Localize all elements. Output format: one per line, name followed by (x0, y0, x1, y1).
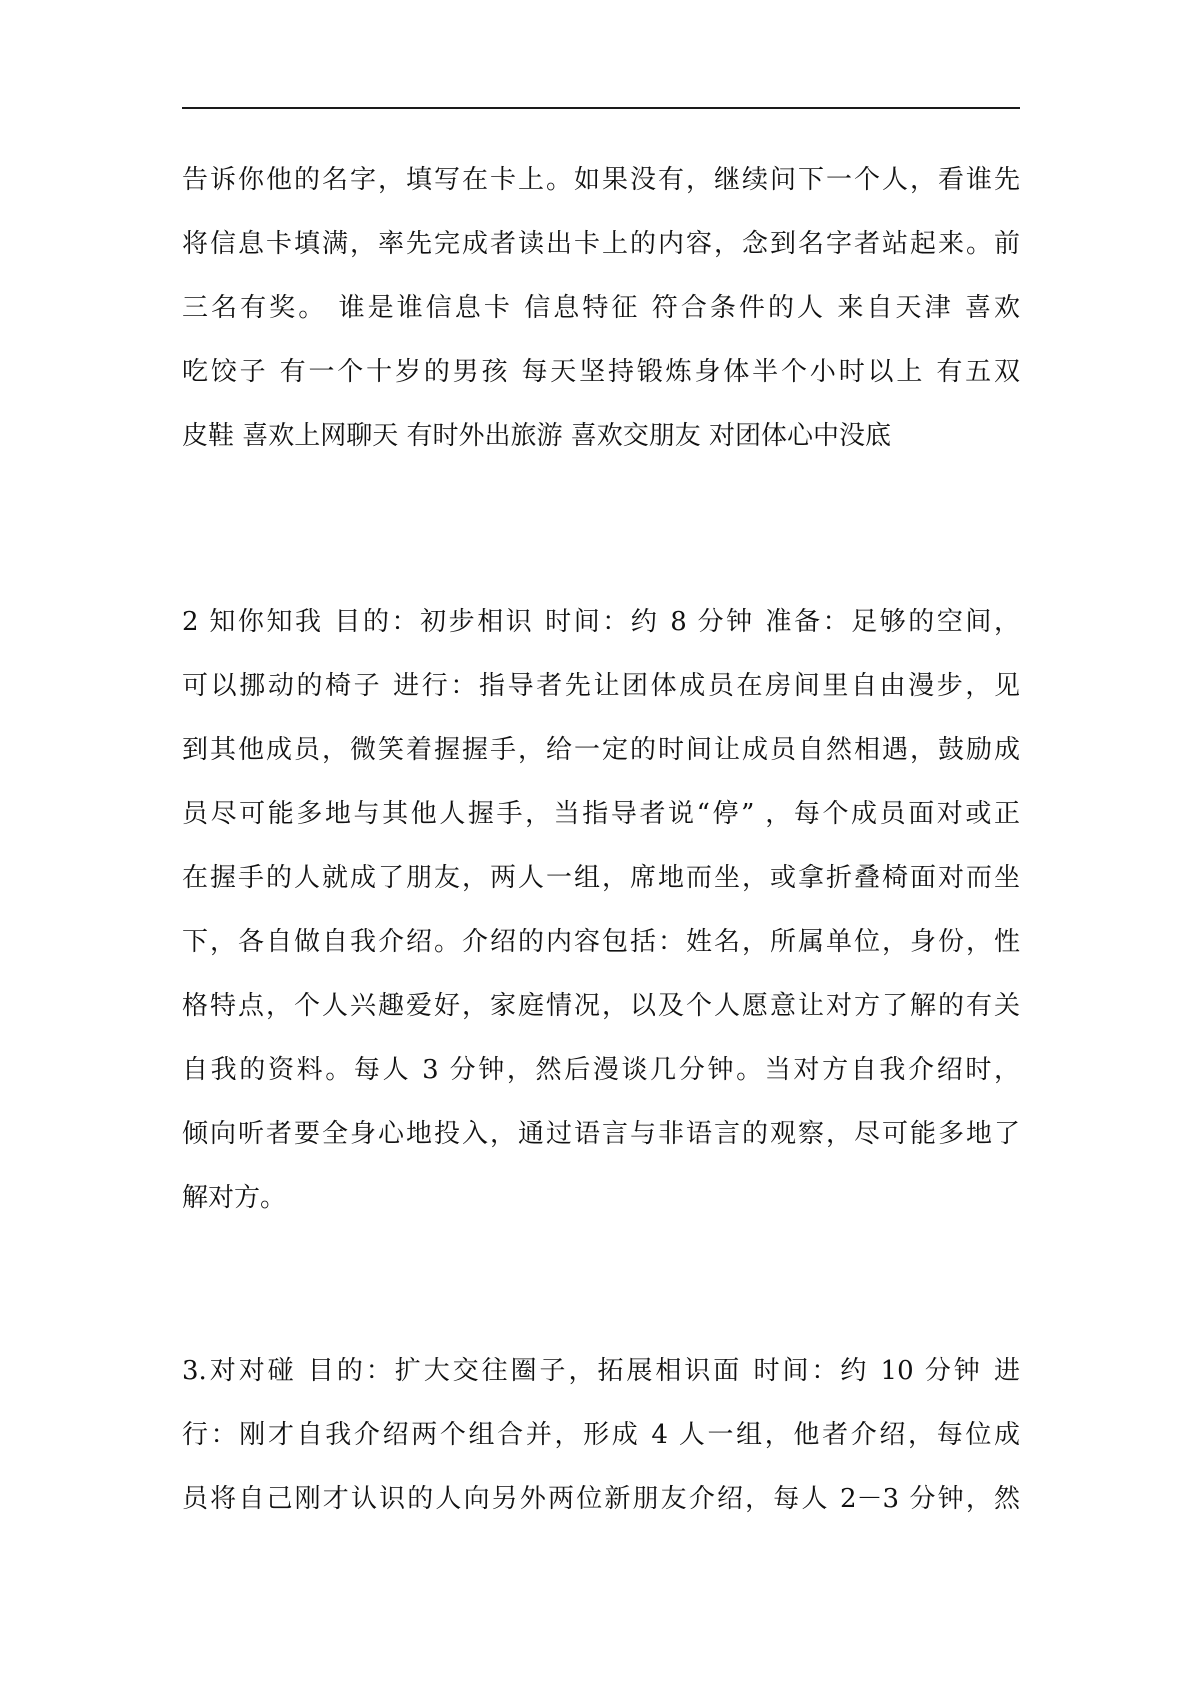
text-line: 下，各自做自我介绍。介绍的内容包括：姓名，所属单位，身份，性 (182, 927, 1020, 957)
paragraph-know-you-know-me (182, 590, 1020, 1230)
text-line: 员将自己刚才认识的人向另外两位新朋友介绍，每人 2－3 分钟，然 (182, 1484, 1020, 1514)
text-line: 2 知你知我 目的：初步相识 时间：约 8 分钟 准备：足够的空间， (182, 607, 1020, 637)
header-rule (182, 107, 1020, 109)
text-line: 行：刚才自我介绍两个组合并，形成 4 人一组，他者介绍，每位成 (182, 1420, 1020, 1450)
text-line: 皮鞋 喜欢上网聊天 有时外出旅游 喜欢交朋友 对团体心中没底 (182, 421, 892, 451)
text-line: 3.对对碰 目的：扩大交往圈子，拓展相识面 时间：约 10 分钟 进 (182, 1356, 1020, 1386)
text-line: 到其他成员，微笑着握握手，给一定的时间让成员自然相遇，鼓励成 (182, 735, 1020, 765)
text-line: 在握手的人就成了朋友，两人一组，席地而坐，或拿折叠椅面对而坐 (182, 863, 1020, 893)
text-line: 三名有奖。 谁是谁信息卡 信息特征 符合条件的人 来自天津 喜欢 (182, 293, 1020, 323)
paragraph-info-card (182, 148, 1020, 468)
paragraph-pair-up (182, 1339, 1020, 1531)
text-line: 自我的资料。每人 3 分钟，然后漫谈几分钟。当对方自我介绍时， (182, 1055, 1020, 1085)
text-line: 可以挪动的椅子 进行：指导者先让团体成员在房间里自由漫步，见 (182, 671, 1020, 701)
text-line: 员尽可能多地与其他人握手，当指导者说“停” ，每个成员面对或正 (182, 799, 1020, 829)
text-line: 倾向听者要全身心地投入，通过语言与非语言的观察，尽可能多地了 (182, 1119, 1020, 1149)
text-line: 解对方。 (182, 1183, 287, 1213)
text-line: 格特点，个人兴趣爱好，家庭情况，以及个人愿意让对方了解的有关 (182, 991, 1020, 1021)
text-line: 告诉你他的名字，填写在卡上。如果没有，继续问下一个人，看谁先 (182, 165, 1020, 195)
text-line: 吃饺子 有一个十岁的男孩 每天坚持锻炼身体半个小时以上 有五双 (182, 357, 1020, 387)
text-line: 将信息卡填满，率先完成者读出卡上的内容，念到名字者站起来。前 (182, 229, 1020, 259)
